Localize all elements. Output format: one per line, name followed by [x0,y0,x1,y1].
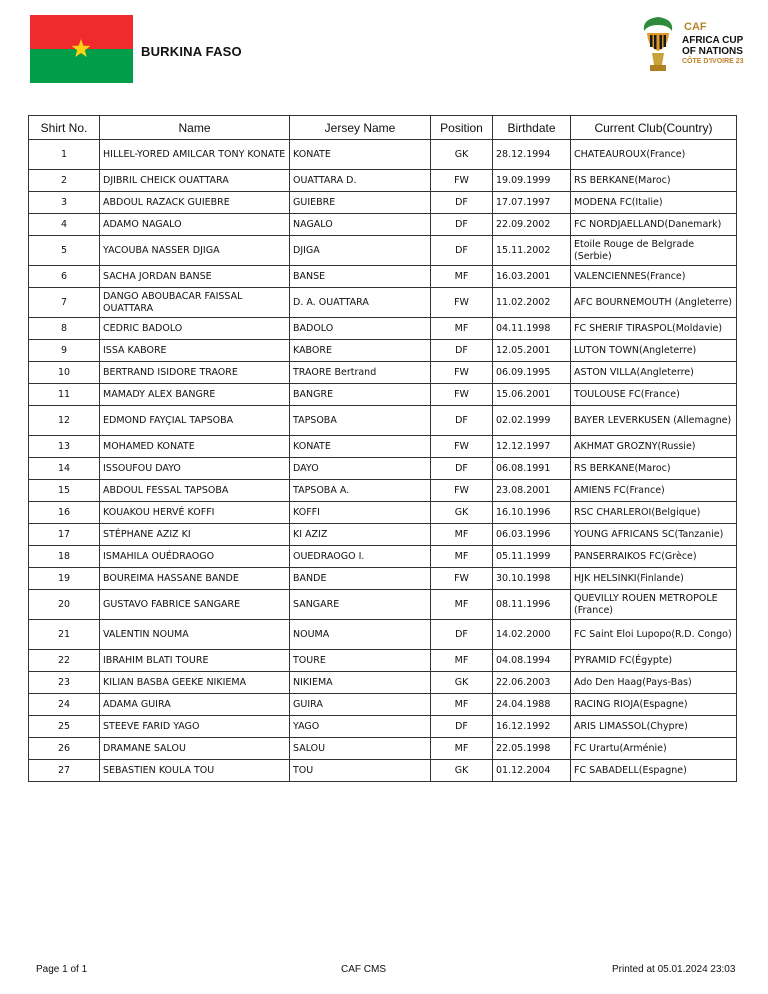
shirt-number: 12 [29,406,100,436]
player-name: IBRAHIM BLATI TOURE [100,650,290,672]
player-name: DANGO ABOUBACAR FAISSAL OUATTARA [100,288,290,318]
page-indicator: Page 1 of 1 [36,964,88,975]
shirt-number: 27 [29,760,100,782]
birthdate: 04.11.1998 [493,318,571,340]
column-header: Shirt No. [29,116,100,140]
jersey-name: BANDE [290,568,431,590]
current-club: Etoile Rouge de Belgrade (Serbie) [571,236,737,266]
shirt-number: 23 [29,672,100,694]
player-name: DRAMANE SALOU [100,738,290,760]
birthdate: 12.05.2001 [493,340,571,362]
table-row [29,694,737,716]
player-name: GUSTAVO FABRICE SANGARE [100,590,290,620]
player-name: YACOUBA NASSER DJIGA [100,236,290,266]
current-club: ARIS LIMASSOL(Chypre) [571,716,737,738]
table-row [29,590,737,620]
position: DF [431,716,493,738]
player-name: HILLEL-YORED AMILCAR TONY KONATE [100,140,290,170]
jersey-name: DAYO [290,458,431,480]
shirt-number: 2 [29,170,100,192]
star-icon [71,39,91,59]
birthdate: 17.07.1997 [493,192,571,214]
player-name: STEEVE FARID YAGO [100,716,290,738]
shirt-number: 1 [29,140,100,170]
birthdate: 12.12.1997 [493,436,571,458]
position: DF [431,236,493,266]
table-row [29,568,737,590]
jersey-name: DJIGA [290,236,431,266]
jersey-name: KOFFI [290,502,431,524]
position: DF [431,458,493,480]
player-name: MAMADY ALEX BANGRE [100,384,290,406]
birthdate: 06.08.1991 [493,458,571,480]
table-header-row [29,116,737,140]
position: MF [431,266,493,288]
birthdate: 02.02.1999 [493,406,571,436]
birthdate: 23.08.2001 [493,480,571,502]
jersey-name: BANSE [290,266,431,288]
jersey-name: TRAORE Bertrand [290,362,431,384]
current-club: FC Saint Eloi Lupopo(R.D. Congo) [571,620,737,650]
position: FW [431,568,493,590]
jersey-name: KABORE [290,340,431,362]
current-club: YOUNG AFRICANS SC(Tanzanie) [571,524,737,546]
table-row [29,318,737,340]
shirt-number: 5 [29,236,100,266]
jersey-name: D. A. OUATTARA [290,288,431,318]
current-club: MODENA FC(Italie) [571,192,737,214]
position: GK [431,672,493,694]
position: GK [431,502,493,524]
current-club: TOULOUSE FC(France) [571,384,737,406]
player-name: EDMOND FAYÇIAL TAPSOBA [100,406,290,436]
birthdate: 19.09.1999 [493,170,571,192]
current-club: BAYER LEVERKUSEN (Allemagne) [571,406,737,436]
jersey-name: YAGO [290,716,431,738]
table-row [29,620,737,650]
current-club: FC NORDJAELLAND(Danemark) [571,214,737,236]
birthdate: 04.08.1994 [493,650,571,672]
jersey-name: SANGARE [290,590,431,620]
jersey-name: BADOLO [290,318,431,340]
shirt-number: 14 [29,458,100,480]
caf-wordmark: CAF [684,21,707,33]
jersey-name: NIKIEMA [290,672,431,694]
table-row [29,288,737,318]
table-row [29,458,737,480]
position: GK [431,140,493,170]
table-row [29,214,737,236]
shirt-number: 7 [29,288,100,318]
birthdate: 06.03.1996 [493,524,571,546]
player-name: ADAMO NAGALO [100,214,290,236]
position: DF [431,340,493,362]
current-club: LUTON TOWN(Angleterre) [571,340,737,362]
player-name: STÉPHANE AZIZ KI [100,524,290,546]
position: MF [431,590,493,620]
jersey-name: SALOU [290,738,431,760]
birthdate: 28.12.1994 [493,140,571,170]
jersey-name: OUATTARA D. [290,170,431,192]
column-header: Position [431,116,493,140]
player-name: DJIBRIL CHEICK OUATTARA [100,170,290,192]
birthdate: 22.06.2003 [493,672,571,694]
squad-table [28,115,737,782]
position: DF [431,406,493,436]
table-row [29,140,737,170]
afcon-logo [638,13,748,75]
birthdate: 24.04.1988 [493,694,571,716]
trophy-icon [638,13,678,75]
player-name: ABDOUL FESSAL TAPSOBA [100,480,290,502]
shirt-number: 10 [29,362,100,384]
birthdate: 14.02.2000 [493,620,571,650]
current-club: RSC CHARLEROI(Belgique) [571,502,737,524]
shirt-number: 16 [29,502,100,524]
table-row [29,192,737,214]
birthdate: 22.05.1998 [493,738,571,760]
player-name: SEBASTIEN KOULA TOU [100,760,290,782]
birthdate: 16.03.2001 [493,266,571,288]
position: FW [431,288,493,318]
squad-table-body [29,140,737,782]
table-row [29,266,737,288]
current-club: AFC BOURNEMOUTH (Angleterre) [571,288,737,318]
jersey-name: TOURE [290,650,431,672]
table-row [29,760,737,782]
player-name: BERTRAND ISIDORE TRAORE [100,362,290,384]
table-row [29,362,737,384]
jersey-name: GUIEBRE [290,192,431,214]
position: FW [431,384,493,406]
shirt-number: 26 [29,738,100,760]
position: MF [431,738,493,760]
player-name: KILIAN BASBA GEEKE NIKIEMA [100,672,290,694]
jersey-name: OUEDRAOGO I. [290,546,431,568]
source-label: CAF CMS [341,964,386,975]
table-row [29,546,737,568]
shirt-number: 22 [29,650,100,672]
birthdate: 16.10.1996 [493,502,571,524]
table-row [29,340,737,362]
jersey-name: NAGALO [290,214,431,236]
table-row [29,384,737,406]
shirt-number: 9 [29,340,100,362]
shirt-number: 8 [29,318,100,340]
country-title: BURKINA FASO [141,44,242,59]
table-row [29,672,737,694]
jersey-name: TAPSOBA A. [290,480,431,502]
current-club: CHATEAUROUX(France) [571,140,737,170]
current-club: FC Urartu(Arménie) [571,738,737,760]
player-name: ISMAHILA OUÉDRAOGO [100,546,290,568]
birthdate: 11.02.2002 [493,288,571,318]
position: MF [431,318,493,340]
afcon-line-2: OF NATIONS [682,46,743,57]
position: FW [431,436,493,458]
burkina-faso-flag [30,15,133,83]
jersey-name: NOUMA [290,620,431,650]
player-name: ISSA KABORE [100,340,290,362]
column-header: Birthdate [493,116,571,140]
position: MF [431,694,493,716]
current-club: Ado Den Haag(Pays-Bas) [571,672,737,694]
birthdate: 22.09.2002 [493,214,571,236]
birthdate: 30.10.1998 [493,568,571,590]
jersey-name: KI AZIZ [290,524,431,546]
position: DF [431,214,493,236]
jersey-name: GUIRA [290,694,431,716]
position: FW [431,480,493,502]
birthdate: 08.11.1996 [493,590,571,620]
printed-timestamp: Printed at 05.01.2024 23:03 [612,964,736,975]
current-club: RS BERKANE(Maroc) [571,458,737,480]
player-name: ABDOUL RAZACK GUIEBRE [100,192,290,214]
player-name: VALENTIN NOUMA [100,620,290,650]
shirt-number: 15 [29,480,100,502]
position: DF [431,620,493,650]
birthdate: 01.12.2004 [493,760,571,782]
jersey-name: BANGRE [290,384,431,406]
table-row [29,406,737,436]
shirt-number: 17 [29,524,100,546]
jersey-name: KONATE [290,140,431,170]
table-row [29,524,737,546]
table-row [29,436,737,458]
shirt-number: 3 [29,192,100,214]
player-name: ISSOUFOU DAYO [100,458,290,480]
table-row [29,480,737,502]
current-club: VALENCIENNES(France) [571,266,737,288]
shirt-number: 20 [29,590,100,620]
column-header: Current Club(Country) [571,116,737,140]
shirt-number: 13 [29,436,100,458]
current-club: QUEVILLY ROUEN METROPOLE (France) [571,590,737,620]
shirt-number: 25 [29,716,100,738]
player-name: CEDRIC BADOLO [100,318,290,340]
birthdate: 05.11.1999 [493,546,571,568]
shirt-number: 6 [29,266,100,288]
shirt-number: 24 [29,694,100,716]
player-name: MOHAMED KONATE [100,436,290,458]
jersey-name: KONATE [290,436,431,458]
jersey-name: TAPSOBA [290,406,431,436]
table-row [29,650,737,672]
position: FW [431,362,493,384]
shirt-number: 11 [29,384,100,406]
current-club: FC SABADELL(Espagne) [571,760,737,782]
birthdate: 15.11.2002 [493,236,571,266]
player-name: BOUREIMA HASSANE BANDE [100,568,290,590]
current-club: FC SHERIF TIRASPOL(Moldavie) [571,318,737,340]
position: FW [431,170,493,192]
birthdate: 16.12.1992 [493,716,571,738]
current-club: RS BERKANE(Maroc) [571,170,737,192]
current-club: RACING RIOJA(Espagne) [571,694,737,716]
position: GK [431,760,493,782]
table-row [29,502,737,524]
table-row [29,716,737,738]
birthdate: 15.06.2001 [493,384,571,406]
table-row [29,170,737,192]
table-row [29,236,737,266]
current-club: AKHMAT GROZNY(Russie) [571,436,737,458]
current-club: AMIENS FC(France) [571,480,737,502]
current-club: ASTON VILLA(Angleterre) [571,362,737,384]
afcon-host: CÔTE D'IVOIRE 23 [682,58,744,65]
shirt-number: 21 [29,620,100,650]
column-header: Jersey Name [290,116,431,140]
player-name: ADAMA GUIRA [100,694,290,716]
afcon-line-1: AFRICA CUP [682,35,744,46]
column-header: Name [100,116,290,140]
shirt-number: 18 [29,546,100,568]
player-name: SACHA JORDAN BANSE [100,266,290,288]
current-club: PANSERRAIKOS FC(Grèce) [571,546,737,568]
jersey-name: TOU [290,760,431,782]
birthdate: 06.09.1995 [493,362,571,384]
shirt-number: 4 [29,214,100,236]
current-club: PYRAMID FC(Égypte) [571,650,737,672]
current-club: HJK HELSINKI(Finlande) [571,568,737,590]
player-name: KOUAKOU HERVÉ KOFFI [100,502,290,524]
shirt-number: 19 [29,568,100,590]
position: MF [431,650,493,672]
position: MF [431,546,493,568]
table-row [29,738,737,760]
position: DF [431,192,493,214]
position: MF [431,524,493,546]
